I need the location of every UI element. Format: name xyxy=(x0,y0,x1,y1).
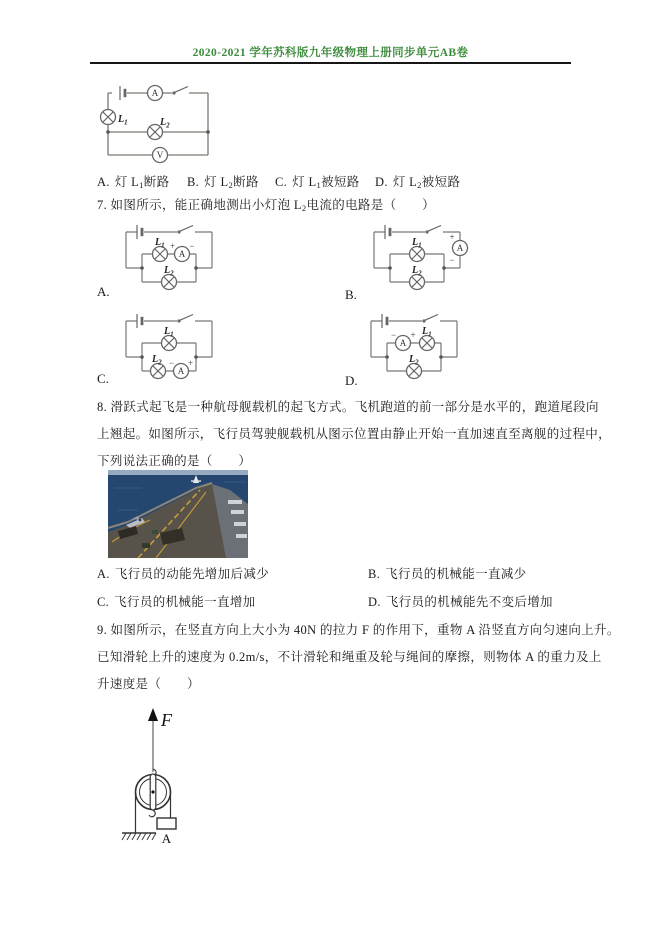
lamp-l2-text: $L_2$ xyxy=(409,354,419,367)
q8-stem-line3: 下列说法正确的是（ ） xyxy=(97,454,252,468)
q9-pulley-diagram xyxy=(120,702,215,852)
q9-stem-line1: 9. 如图所示，在竖直方向上大小为 40N 的拉力 F 的作用下，重物 A 沿竖直方向匀速向上升。 xyxy=(97,623,620,637)
ground-hatching xyxy=(122,833,156,840)
minus-sign: − xyxy=(390,330,397,340)
q7-caption-a: A. xyxy=(97,284,110,299)
q7-circuit-c xyxy=(118,313,218,385)
plus-sign: + xyxy=(187,358,194,368)
voltmeter-label: V xyxy=(156,150,164,160)
lamp-l1-symbol xyxy=(101,110,116,125)
battery-symbol xyxy=(120,86,125,100)
q8-stem-line2: 上翘起。如图所示，飞行员驾驶舰载机从图示位置由静止开始一直加速直至离舰的过程中， xyxy=(97,427,612,441)
q7-caption-d: D. xyxy=(345,373,358,388)
lamp-l1-text: $L_1$ xyxy=(118,114,128,127)
minus-sign: − xyxy=(189,241,195,251)
bottom-hook xyxy=(149,810,155,817)
switch-symbol xyxy=(172,87,188,95)
plus-sign: + xyxy=(410,330,416,340)
minus-sign: − xyxy=(168,358,175,368)
lamp-l1-text: $L_1$ xyxy=(412,237,422,250)
lamp-l1-text: $L_1$ xyxy=(155,237,165,250)
q6-option-c: C. 灯 $L_1$被短路 xyxy=(275,175,360,190)
q7-circuit-b xyxy=(366,224,466,296)
deck-vehicle xyxy=(152,530,158,534)
horizon xyxy=(108,470,248,475)
carrier-photo xyxy=(108,470,248,558)
q8-option-a: A. 飞行员的动能先增加后减少 xyxy=(97,567,270,581)
lamp-l2-text: $L_2$ xyxy=(160,117,170,130)
lamp-l1-text: $L_1$ xyxy=(164,326,174,339)
block-a xyxy=(157,818,176,829)
ammeter-label: A xyxy=(151,88,159,98)
force-arrowhead xyxy=(148,708,158,721)
page-header-title: 2020-2021 学年苏科版九年级物理上册同步单元AB卷 xyxy=(192,47,469,59)
q8-option-c: C. 飞行员的机械能一直增加 xyxy=(97,595,256,609)
q6-option-a: A. 灯 $L_1$断路 xyxy=(97,175,170,190)
q7-caption-b: B. xyxy=(345,287,357,302)
minus-sign: − xyxy=(449,255,455,265)
header-rule xyxy=(90,62,571,64)
ammeter-label: A xyxy=(178,249,186,259)
q8-option-b: B. 飞行员的机械能一直减少 xyxy=(368,567,527,581)
force-label: F xyxy=(161,710,172,730)
q6-option-d: D. 灯 $L_2$被短路 xyxy=(375,175,461,190)
q8-option-d: D. 飞行员的机械能先不变后增加 xyxy=(368,595,553,609)
pulley-axle-pin xyxy=(151,790,154,793)
ammeter-label: A xyxy=(399,338,407,348)
lamp-l2-text: $L_2$ xyxy=(152,354,162,367)
plus-sign: + xyxy=(169,241,176,251)
q7-stem: 7. 如图所示，能正确地测出小灯泡 $L_2$电流的电路是（ ） xyxy=(97,198,436,213)
deck-vehicle xyxy=(142,543,150,548)
q7-caption-c: C. xyxy=(97,371,109,386)
lamp-l2-text: $L_2$ xyxy=(164,265,174,278)
q6-circuit-diagram xyxy=(98,84,218,164)
lamp-l1-text: $L_1$ xyxy=(422,326,432,339)
plus-sign: + xyxy=(449,232,455,242)
q6-option-b: B. 灯 $L_2$断路 xyxy=(187,175,259,190)
ammeter-label: A xyxy=(456,243,464,253)
q7-circuit-d xyxy=(363,313,463,385)
lamp-l2-text: $L_2$ xyxy=(412,265,422,278)
ammeter-label: A xyxy=(177,366,185,376)
q9-stem-line2: 已知滑轮上升的速度为 0.2m/s，不计滑轮和绳重及轮与绳间的摩擦，则物体 A 的重力及上 xyxy=(97,650,602,664)
q9-stem-line3: 升速度是（ ） xyxy=(97,677,200,691)
block-a-label: A xyxy=(161,831,172,846)
q7-circuit-a xyxy=(118,224,218,296)
q8-stem-line1: 8. 滑跃式起飞是一种航母舰载机的起飞方式。飞机跑道的前一部分是水平的，跑道尾段向 xyxy=(97,400,599,414)
